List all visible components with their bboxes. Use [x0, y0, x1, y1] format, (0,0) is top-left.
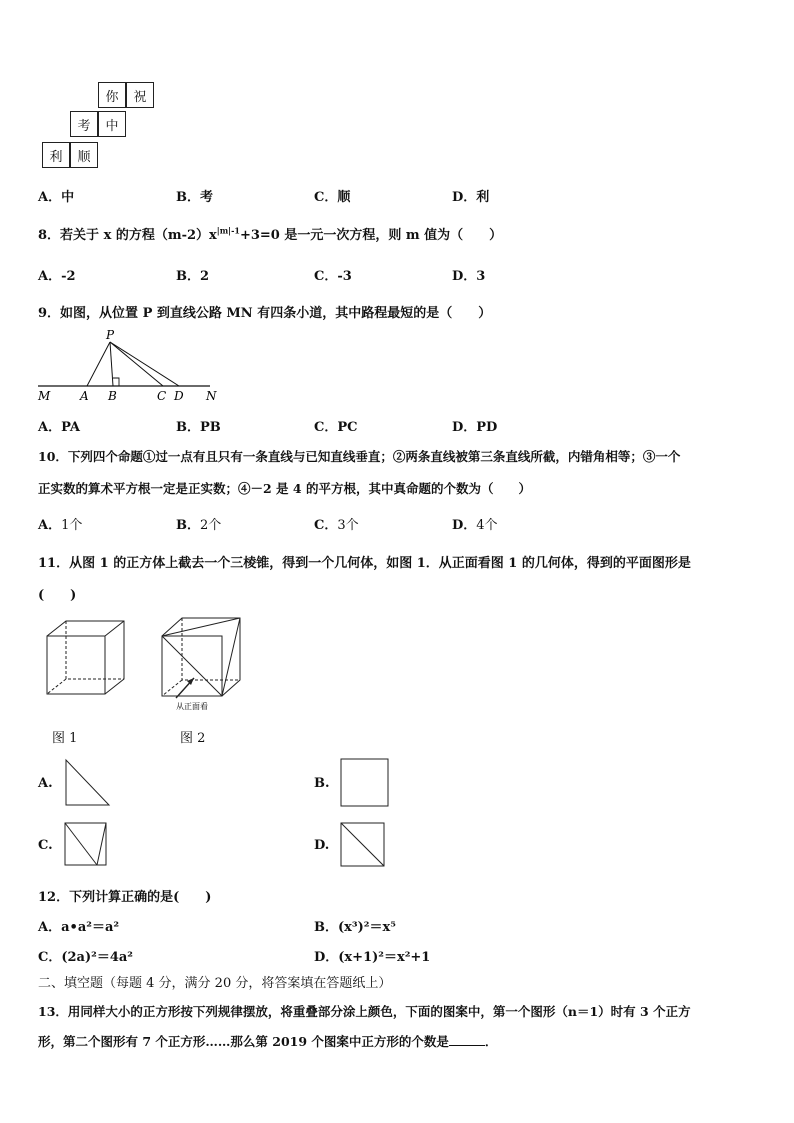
view-arrow-label: 从正面看	[176, 702, 208, 711]
q10-option-a[interactable]	[38, 514, 82, 533]
q11-option-b-figure[interactable]	[340, 758, 390, 808]
q8-exponent: |m|-1	[216, 225, 240, 236]
option-label: C．	[314, 420, 338, 435]
option-value: 4个	[476, 518, 498, 533]
q10-stem-line1: 10．下列四个命题①过一点有且只有一条直线与已知直线垂直；②两条直线被第三条直线所截，内错角相等；③一个	[38, 449, 681, 464]
q8-option-c[interactable]	[314, 265, 352, 284]
option-label: C．	[314, 518, 338, 533]
q8-text-b: +3=0 是一元一次方程，则 m 值为（ ）	[239, 228, 503, 243]
option-label: B．	[314, 920, 338, 935]
option-label: C．	[314, 190, 338, 205]
q12-option-d[interactable]	[314, 946, 430, 965]
square-outline	[65, 823, 106, 865]
label-d: D	[174, 389, 184, 403]
net-cell: 利	[42, 142, 70, 168]
option-label: D．	[452, 190, 477, 205]
option-label: A．	[38, 920, 62, 935]
q12-option-b[interactable]	[314, 916, 396, 935]
cube-hidden-edge	[47, 679, 66, 694]
cut-cube-back-edges	[162, 618, 240, 696]
q13-period: ．	[484, 1034, 498, 1049]
q10-option-c[interactable]	[314, 514, 359, 533]
q11-option-a-label[interactable]: A.	[38, 776, 53, 791]
cut-edge-1	[162, 618, 240, 636]
net-cell: 顺	[70, 142, 98, 168]
cube-front-face	[47, 636, 105, 694]
figure-2-caption: 图 2	[180, 731, 206, 746]
option-value: -2	[61, 269, 76, 284]
option-value: -3	[337, 269, 352, 284]
cut-edge-2	[162, 636, 222, 696]
q13-text: 形，第二个图形有 7 个正方形……那么第 2019 个图案中正方形的个数是	[38, 1034, 449, 1049]
q8-stem	[38, 224, 502, 243]
option-value: 考	[200, 190, 214, 205]
option-label: A．	[38, 190, 62, 205]
q9-figure	[30, 326, 230, 404]
option-value: PA	[61, 420, 81, 435]
option-value: 2个	[200, 518, 222, 533]
q9-option-d[interactable]	[452, 416, 497, 435]
q11-option-c-label[interactable]: C.	[38, 838, 53, 853]
q7-option-b[interactable]	[176, 186, 213, 205]
path-pb	[110, 342, 113, 386]
option-label: D．	[452, 420, 477, 435]
option-value: 顺	[337, 190, 351, 205]
option-value: 3	[476, 269, 486, 284]
option-value: (x³)²＝x⁵	[338, 920, 396, 935]
option-label: A．	[38, 518, 62, 533]
net-cell: 考	[70, 111, 98, 137]
cut-cube-hidden-edge	[162, 680, 182, 696]
q8-option-b[interactable]	[176, 265, 209, 284]
option-value: PB	[200, 420, 221, 435]
option-label: A．	[38, 269, 62, 284]
option-value: 3个	[337, 518, 359, 533]
q11-figure-2-cut-cube	[158, 614, 248, 714]
q10-option-b[interactable]	[176, 514, 221, 533]
option-value: a•a²＝a²	[61, 920, 120, 935]
option-value: 1个	[61, 518, 83, 533]
section-heading: 二、填空题（每题 4 分，满分 20 分，将答案填在答题纸上）	[38, 976, 392, 991]
option-value: 中	[61, 190, 75, 205]
path-pa	[87, 342, 110, 386]
q11-stem-line2: ( )	[38, 588, 77, 603]
q11-stem-line1: 11．从图 1 的正方体上截去一个三棱锥，得到一个几何体，如图 1．从正面看图 1 的几何体，得到的平面图形是	[38, 556, 691, 571]
option-value: PC	[337, 420, 358, 435]
option-label: D．	[452, 518, 477, 533]
q12-option-a[interactable]	[38, 916, 119, 935]
q7-option-a[interactable]	[38, 186, 74, 205]
path-pd	[110, 342, 179, 386]
q11-option-b-label[interactable]: B.	[314, 776, 330, 791]
path-pc	[110, 342, 163, 386]
q9-stem: 9．如图，从位置 P 到直线公路 MN 有四条小道，其中路程最短的是（ ）	[38, 306, 492, 321]
right-angle-mark	[113, 378, 119, 386]
option-label: A．	[38, 420, 62, 435]
q11-option-d-label[interactable]: D.	[314, 838, 330, 853]
side-line	[97, 823, 106, 865]
diagonal-line	[341, 823, 384, 866]
option-label: D．	[314, 950, 339, 965]
option-value: 利	[476, 190, 490, 205]
option-label: B．	[176, 518, 200, 533]
q11-option-d-figure[interactable]	[340, 822, 386, 868]
q9-option-c[interactable]	[314, 416, 357, 435]
net-cell: 你	[98, 82, 126, 108]
label-n: N	[206, 389, 217, 403]
q8-text-a: 8．若关于 x 的方程（m-2）x	[38, 228, 217, 243]
label-m: M	[38, 389, 51, 403]
figure-1-caption: 图 1	[52, 731, 78, 746]
q9-option-b[interactable]	[176, 416, 221, 435]
q13-stem-line1: 13．用同样大小的正方形按下列规律摆放，将重叠部分涂上颜色，下面的图案中，第一个图形（n＝1）时有 3 个正方	[38, 1004, 691, 1019]
option-value: 2	[200, 269, 210, 284]
triangle-shape	[66, 760, 109, 805]
option-value: (x+1)²＝x²+1	[338, 950, 431, 965]
label-a: A	[80, 389, 89, 403]
square-shape	[341, 759, 388, 806]
q12-option-c[interactable]	[38, 946, 133, 965]
q11-option-a-figure[interactable]	[64, 758, 112, 808]
option-label: B．	[176, 420, 200, 435]
cube-hidden-edges	[66, 621, 124, 679]
q10-option-d[interactable]	[452, 514, 498, 533]
q10-stem-line2: 正实数的算术平方根一定是正实数；④－2 是 4 的平方根，其中真命题的个数为（ ）	[38, 481, 531, 496]
label-p: P	[106, 328, 115, 342]
option-label: C．	[38, 950, 62, 965]
cube-edge	[105, 621, 124, 636]
label-b: B	[108, 389, 117, 403]
cut-cube-hidden-edges	[182, 618, 240, 680]
option-label: B．	[176, 269, 200, 284]
q8-option-d[interactable]	[452, 265, 485, 284]
net-cell: 祝	[126, 82, 154, 108]
cube-back-edges	[47, 621, 124, 694]
q11-figure-1-cube	[44, 618, 128, 698]
net-cell: 中	[98, 111, 126, 137]
diagonal-line	[65, 823, 97, 865]
option-label: D．	[452, 269, 477, 284]
q8-option-a[interactable]	[38, 265, 76, 284]
q12-stem: 12．下列计算正确的是( )	[38, 890, 212, 905]
option-value: (2a)²＝4a²	[61, 950, 133, 965]
option-label: C．	[314, 269, 338, 284]
option-value: PD	[476, 420, 498, 435]
q9-option-a[interactable]	[38, 416, 80, 435]
q11-option-c-figure[interactable]	[64, 822, 108, 868]
q7-option-c[interactable]	[314, 186, 350, 205]
answer-blank[interactable]	[449, 1033, 485, 1046]
q7-option-d[interactable]	[452, 186, 489, 205]
option-label: B．	[176, 190, 200, 205]
q13-stem-line2	[38, 1032, 497, 1050]
cut-edge-3	[222, 618, 240, 696]
label-c: C	[157, 389, 167, 403]
